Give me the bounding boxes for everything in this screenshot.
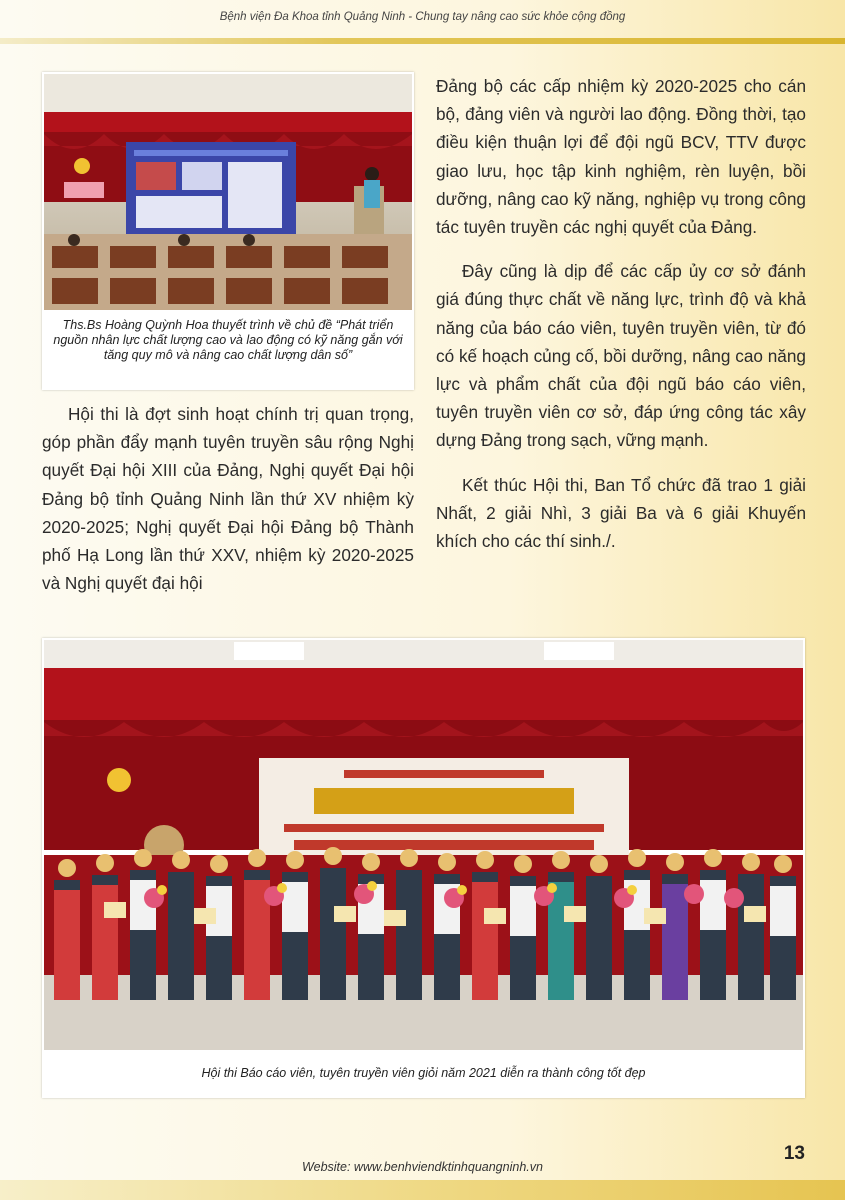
paragraph-right-3: Kết thúc Hội thi, Ban Tổ chức đã trao 1 giải Nhất, 2 giải Nhì, 3 giải Ba và 6 giải Khuyến khích cho các thí sinh./. <box>436 474 806 552</box>
running-header: Bệnh viện Đa Khoa tỉnh Quảng Ninh - Chung tay nâng cao sức khỏe cộng đồng <box>219 11 626 23</box>
photo-award-illustration <box>44 640 803 1050</box>
photo-award-ceremony <box>44 640 803 1050</box>
figure-1 <box>42 72 414 390</box>
photo-presentation <box>44 74 412 310</box>
figure-2-caption: Hội thi Báo cáo viên, tuyên truyền viên giỏi năm 2021 diễn ra thành công tốt đẹp <box>201 1066 646 1080</box>
body-column-left <box>42 400 414 613</box>
figure-2 <box>42 638 805 1098</box>
paragraph-left: Hội thi là đợt sinh hoạt chính trị quan trọng, góp phần đẩy mạnh tuyên truyền sâu rộng Nghị quyết Đại hội XIII của Đảng, Nghị quyết Đại hội Đảng bộ tỉnh Quảng Ninh lần thứ XV nhiệm kỳ 2020-2025; Nghị quyết Đại hội Đảng bộ Thành phố Hạ Long lần thứ XXV, nhiệm kỳ 2020-2025 và Nghị quyết đại hội <box>42 404 414 594</box>
footer-website: Website: www.benhviendktinhquangninh.vn <box>302 1160 543 1174</box>
paragraph-right-2: Đây cũng là dịp để các cấp ủy cơ sở đánh giá đúng thực chất về năng lực, trình độ và khả năng của báo cáo viên, tuyên truyền viên, từ đó có kế hoạch củng cố, bồi dưỡng, nâng cao năng lực và phẩm chất của đội ngũ báo cáo viên, tuyên truyền viên cơ sở, đáp ứng công tác xây dựng Đảng trong sạch, vững mạnh. <box>436 261 806 451</box>
page-number: 13 <box>783 1143 805 1164</box>
figure-1-caption: Ths.Bs Hoàng Quỳnh Hoa thuyết trình về chủ đề “Phát triển nguồn nhân lực chất lượng cao và lao động có kỹ năng gắn với tăng quy mô và nâng cao chất lượng dân số” <box>53 318 403 362</box>
body-column-right <box>436 72 806 571</box>
photo-presentation-illustration <box>44 74 412 310</box>
paragraph-right-1: Đảng bộ các cấp nhiệm kỳ 2020-2025 cho cán bộ, đảng viên và người lao động. Đồng thời, tạo điều kiện thuận lợi để đội ngũ BCV, TTV được giao lưu, học tập kinh nghiệm, rèn luyện, bồi dưỡng, nâng cao kỹ năng, nghiệp vụ trong công tác tuyên truyền các nghị quyết của Đảng. <box>436 76 806 238</box>
footer-band <box>0 1180 845 1200</box>
header-rule <box>0 38 845 44</box>
